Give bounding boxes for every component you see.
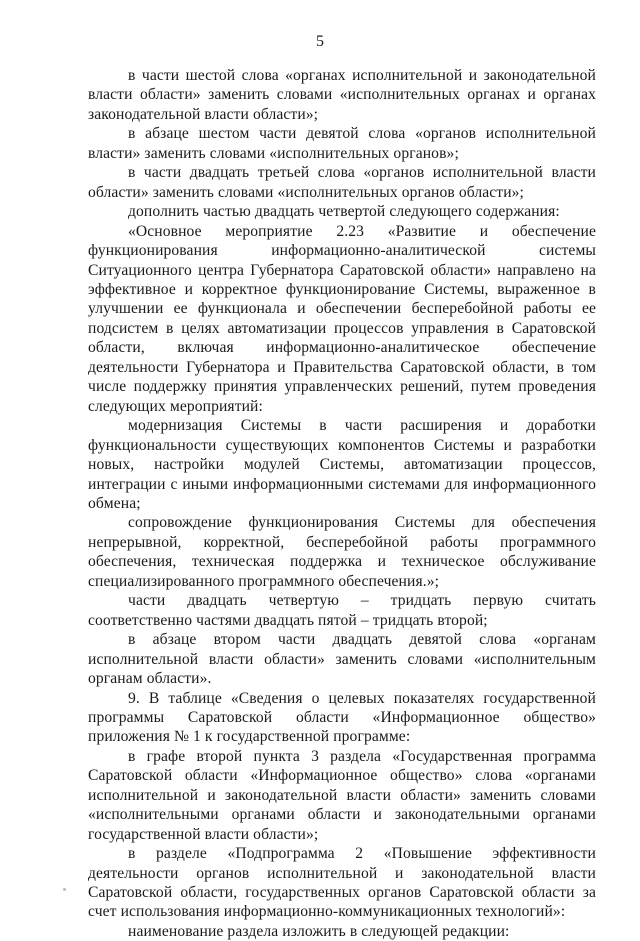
paragraph: в части шестой слова «органах исполнительной и законодательной власти области» заменить словами «исполнительных органах и органах законодательной власти области»; [88,67,596,123]
paragraph: дополнить частью двадцать четвертой следующего содержания: [128,203,560,221]
paragraph: в разделе «Подпрограмма 2 «Повышение эффективности деятельности органов исполнительной и законодательной власти Саратовской области, государственных органов Саратовской области за счет использования информационно-коммуникационных технологий»: [88,845,596,921]
document-body [88,66,596,941]
paragraph: сопровождение функционирования Системы для обеспечения непрерывной, корректной, бесперебойной работы программного обеспечения, техническая поддержка и техническое обслуживание специализированного программного обеспечения.»; [88,514,596,590]
paragraph: «Основное мероприятие 2.23 «Развитие и обеспечение функционирования информационно-аналитической системы Ситуационного центра Губернатора Саратовской области» направлено на эффективное и корректное функционирование Системы, выраженное в улучшении ее функционала и обеспечении бесперебойной работы ее подсистем в целях автоматизации процессов управления в Саратовской области, включая информационно-аналитическое обеспечение деятельности Губернатора и Правительства Саратовской области, в том числе поддержку принятия управленческих решений, путем проведения следующих мероприятий: [88,222,596,415]
paragraph: в графе второй пункта 3 раздела «Государственная программа Саратовской области «Информационное общество» слова «органами исполнительной и законодательной власти области» заменить словами «исполнительными органами области и законодательными органами государственной власти области»; [88,747,596,843]
paragraph: в абзаце шестом части девятой слова «органов исполнительной власти» заменить словами «исполнительных органов»; [88,125,596,162]
paragraph: части двадцать четвертую – тридцать первую считать соответственно частями двадцать пятой – тридцать второй; [88,592,596,629]
paragraph: модернизация Системы в части расширения и доработки функциональности существующих компонентов Системы и разработки новых, настройки модулей Системы, автоматизации процессов, интеграции с иными информационными системами для информационного обмена; [88,417,596,512]
paragraph: 9. В таблице «Сведения о целевых показателях государственной программы Саратовской области «Информационное общество» приложения № 1 к государственной программе: [88,689,596,746]
scan-speck [63,888,66,891]
paragraph: наименование раздела изложить в следующей редакции: [128,922,510,940]
page-number: 5 [316,33,324,50]
paragraph: в части двадцать третьей слова «органов исполнительной власти области» заменить словами «исполнительных органов области»; [88,164,596,201]
paragraph: в абзаце втором части двадцать девятой слова «органам исполнительной власти области» заменить словами «исполнительным органам области». [88,631,596,688]
